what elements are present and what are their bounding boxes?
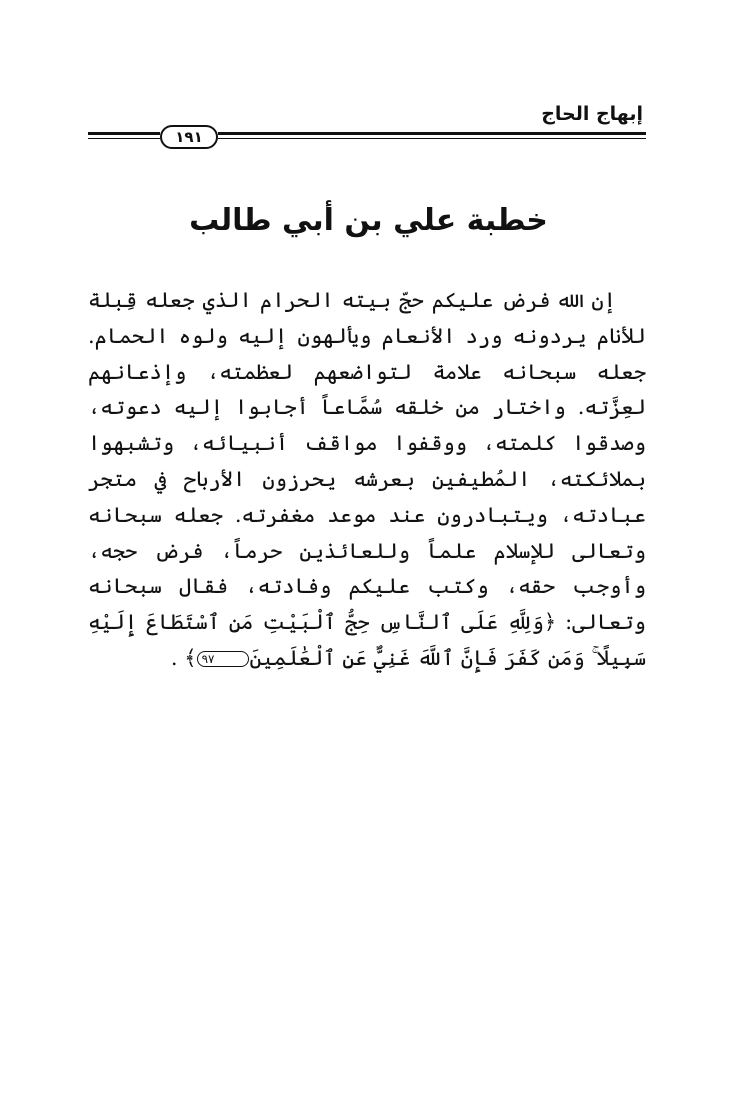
closing-period: . bbox=[170, 645, 185, 670]
header-rule-right-thin bbox=[218, 138, 646, 139]
running-head: إبهاج الحاج bbox=[541, 103, 643, 125]
paragraph-text: إن الله فرض عليكم حجّ بيته الحرام الذي جعله قِبلة للأنام يردونه ورد الأنعام ويألهون إليه ولوه الحمام. جعله سبحانه علامة لتواضعهم لعظمته، وإذعانهم لعِزَّته. واختار من خلقه سُمَّاعاً أجابوا إليه دعوته، وصدقوا كلمته، ووقفوا مواقف أنبيائه، وتشبهوا بملائكته، المُطيفين بعرشه يحرزون الأرباح في متجر عبادته، ويتبادرون عند موعد مغفرته. جعله سبحانه وتعالى للإسلام علماً وللعائذين حرماً، فرض حجه، وأوجب حقه، وكتب عليكم وفادته، فقال سبحانه وتعالى: bbox=[88, 288, 646, 635]
body-text bbox=[88, 283, 646, 677]
header-rule-right bbox=[218, 132, 646, 135]
header-rule-left bbox=[88, 132, 160, 135]
sermon-paragraph bbox=[88, 283, 646, 677]
quran-verse: وَلِلَّهِ عَلَى ٱلنَّاسِ حِجُّ ٱلْبَيْتِ مَنِ ٱسْتَطَاعَ إِلَيْهِ سَبِيلًا ۚ وَمَن كَفَرَ فَإِنَّ ٱللَّهَ غَنِيٌّ عَنِ ٱلْعَٰلَمِينَ bbox=[88, 610, 646, 670]
quran-verse-close-bracket: ﴾ bbox=[184, 645, 197, 670]
section-title: خطبة علي بن أبي طالب bbox=[189, 203, 548, 238]
header-rule-left-thin bbox=[88, 138, 160, 139]
quran-verse-open-bracket: ﴿ bbox=[543, 610, 557, 635]
page-number: ١٩١ bbox=[160, 125, 218, 149]
verse-number-badge: ٩٧ bbox=[197, 651, 250, 667]
